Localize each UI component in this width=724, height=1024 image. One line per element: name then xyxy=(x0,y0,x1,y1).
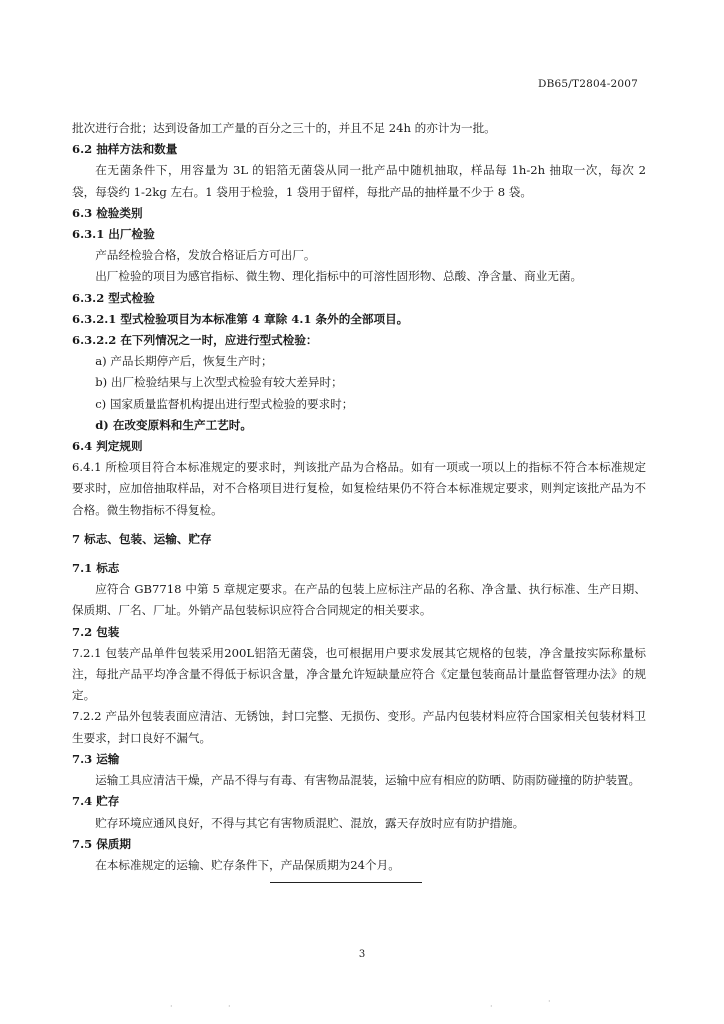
paragraph-shelf-life: 在本标准规定的运输、贮存条件下，产品保质期为24个月。 xyxy=(95,857,400,872)
heading-6-2: 6.2 抽样方法和数量 xyxy=(72,142,178,157)
paragraph-transport: 运输工具应清洁干燥，产品不得与有毒、有害物品混装，运输中应有相应的防晒、防雨防碰撞的防护装置。 xyxy=(95,773,641,788)
heading-7-2: 7.2 包装 xyxy=(72,624,120,639)
heading-6-3-1: 6.3.1 出厂检验 xyxy=(72,227,155,242)
clause-6-3-2-2: 6.3.2.2 在下列情况之一时，应进行型式检验： xyxy=(72,333,318,348)
heading-7-1: 7.1 标志 xyxy=(72,561,120,576)
paragraph-factory-items: 出厂检验的项目为感官指标、微生物、理化指标中的可溶性固形物、总酸、净含量、商业无菌。 xyxy=(95,269,583,284)
list-item-d: d) 在改变原料和生产工艺时。 xyxy=(95,417,252,432)
clause-7-2-1: 7.2.1 包装产品单件包装采用200L铝箔无菌袋，也可根据用户要求发展其它规格的包装，净含量按实际称量标注，每批产品平均净含量不得低于标识含量，净含量允许短缺量应符合《定量包装商品计量监督管理办法》的规定。 xyxy=(72,645,646,703)
heading-6-3-2: 6.3.2 型式检验 xyxy=(72,290,155,305)
document-code: DB65/T2804-2007 xyxy=(537,78,638,90)
list-item-a: a) 产品长期停产后，恢复生产时； xyxy=(95,354,273,369)
page-number: 3 xyxy=(358,949,366,960)
heading-7-3: 7.3 运输 xyxy=(72,751,120,766)
paragraph-storage: 贮存环境应通风良好，不得与其它有害物质混贮、混放，露天存放时应有防护措施。 xyxy=(95,815,525,830)
clause-6-4-1: 6.4.1 所检项目符合本标准规定的要求时，判该批产品为合格品。如有一项或一项以上的指标不符合本标准规定要求时，应加倍抽取样品，对不合格项目进行复检，如复检结果仍不符合本标准规定要求，则判定该批产品为不合格。微生物指标不得复检。 xyxy=(72,460,646,517)
clause-6-3-2-1: 6.3.2.1 型式检验项目为本标准第 4 章除 4.1 条外的全部项目。 xyxy=(72,311,409,326)
heading-6-4: 6.4 判定规则 xyxy=(72,439,143,454)
scan-speck: · xyxy=(490,1002,493,1011)
list-item-b: b) 出厂检验结果与上次型式检验有较大差异时； xyxy=(95,375,343,390)
paragraph-marking: 应符合 GB7718 中第 5 章规定要求。在产品的包装上应标注产品的名称、净含量、执行标准、生产日期、保质期、厂名、厂址。外销产品包装标识应符合合同规定的相关要求。 xyxy=(72,582,646,618)
document-body xyxy=(72,118,646,876)
heading-7-5: 7.5 保质期 xyxy=(72,836,131,851)
scan-speck: · xyxy=(170,1002,173,1011)
paragraph-batch-rule: 批次进行合批；达到设备加工产量的百分之三十的，并且不足 24h 的亦计为一批。 xyxy=(72,121,496,135)
scan-speck: · xyxy=(228,1002,231,1011)
scan-speck: · xyxy=(548,997,551,1006)
heading-6-3: 6.3 检验类别 xyxy=(72,205,143,220)
list-item-c: c) 国家质量监督机构提出进行型式检验的要求时； xyxy=(95,396,354,411)
clause-7-2-2: 7.2.2 产品外包装表面应清洁、无锈蚀，封口完整、无损伤、变形。产品内包装材料应符合国家相关包装材料卫生要求，封口良好不漏气。 xyxy=(72,709,646,745)
heading-7-4: 7.4 贮存 xyxy=(72,794,120,809)
paragraph-sampling: 在无菌条件下，用容量为 3L 的铝箔无菌袋从同一批产品中随机抽取，样品每 1h-2h 抽取一次，每次 2 袋，每袋约 1-2kg 左右。1 袋用于检验，1 袋用于留样，每批产品的抽样量不少于 8 袋。 xyxy=(72,163,646,199)
section-heading-7: 7 标志、包装、运输、贮存 xyxy=(72,531,212,546)
paragraph-factory-pass: 产品经检验合格，发放合格证后方可出厂。 xyxy=(95,248,316,263)
end-rule xyxy=(270,882,422,883)
